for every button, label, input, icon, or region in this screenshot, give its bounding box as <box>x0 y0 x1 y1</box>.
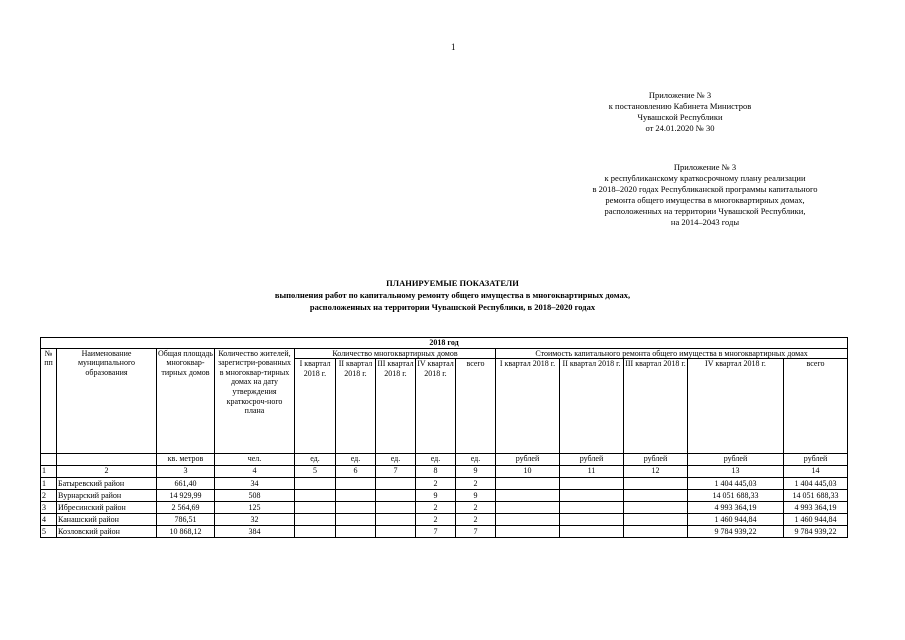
row-cost-total: 14 051 688,33 <box>784 490 848 502</box>
row-name: Ибресинский район <box>57 502 157 514</box>
col-header-cost-q1: I квартал 2018 г. <box>496 359 560 454</box>
row-q2 <box>336 526 376 538</box>
row-cost-q1 <box>496 478 560 490</box>
appendix-line: Чувашской Республики <box>637 112 723 122</box>
row-area: 786,51 <box>157 514 215 526</box>
column-number: 10 <box>496 466 560 478</box>
row-name: Вурнарский район <box>57 490 157 502</box>
col-header-q3: III квартал 2018 г. <box>376 359 416 454</box>
row-q1 <box>295 490 336 502</box>
row-q3 <box>376 478 416 490</box>
col-header-q4: IV квартал 2018 г. <box>416 359 456 454</box>
units-cell <box>57 454 157 466</box>
appendix-plan <box>555 162 855 228</box>
row-cost-q4: 14 051 688,33 <box>688 490 784 502</box>
appendix-line: к постановлению Кабинета Министров <box>608 101 752 111</box>
row-cost-q3 <box>624 502 688 514</box>
appendix-line: ремонта общего имущества в многоквартирных домах, <box>605 195 805 205</box>
row-cost-q1 <box>496 526 560 538</box>
row-q4: 2 <box>416 514 456 526</box>
row-name: Батыревский район <box>57 478 157 490</box>
row-cost-q3 <box>624 526 688 538</box>
col-header-cost-q3: III квартал 2018 г. <box>624 359 688 454</box>
col-header-count: Количество многоквартирных домов <box>295 348 496 359</box>
row-name: Козловский район <box>57 526 157 538</box>
row-no: 4 <box>41 514 57 526</box>
row-cost-q3 <box>624 490 688 502</box>
appendix-line: к республиканскому краткосрочному плану реализации <box>604 173 806 183</box>
row-area: 661,40 <box>157 478 215 490</box>
row-q2 <box>336 514 376 526</box>
row-q1 <box>295 478 336 490</box>
column-number: 1 <box>41 466 57 478</box>
column-number: 13 <box>688 466 784 478</box>
units-cell: рублей <box>496 454 560 466</box>
row-q2 <box>336 490 376 502</box>
row-total: 2 <box>456 514 496 526</box>
row-q3 <box>376 502 416 514</box>
appendix-line: на 2014–2043 годы <box>670 217 740 227</box>
units-cell: рублей <box>784 454 848 466</box>
row-cost-q2 <box>560 478 624 490</box>
col-header-cost: Стоимость капитального ремонта общего имущества в многоквартирных домах <box>496 348 848 359</box>
row-cost-total: 1 460 944,84 <box>784 514 848 526</box>
row-cost-q4: 1 460 944,84 <box>688 514 784 526</box>
units-cell: ед. <box>336 454 376 466</box>
table-row <box>41 514 848 526</box>
row-total: 2 <box>456 502 496 514</box>
units-cell: ед. <box>456 454 496 466</box>
row-q2 <box>336 478 376 490</box>
row-residents: 125 <box>215 502 295 514</box>
column-number: 12 <box>624 466 688 478</box>
row-no: 2 <box>41 490 57 502</box>
row-cost-q3 <box>624 478 688 490</box>
units-cell: кв. метров <box>157 454 215 466</box>
row-cost-total: 1 404 445,03 <box>784 478 848 490</box>
row-cost-q2 <box>560 526 624 538</box>
column-number: 9 <box>456 466 496 478</box>
row-total: 2 <box>456 478 496 490</box>
appendix-line: в 2018–2020 годах Республиканской программы капитального <box>592 184 818 194</box>
col-header-cost-q2: II квартал 2018 г. <box>560 359 624 454</box>
column-number: 8 <box>416 466 456 478</box>
row-q4: 2 <box>416 478 456 490</box>
col-header-name: Наименование муниципального образования <box>57 348 157 454</box>
row-residents: 384 <box>215 526 295 538</box>
column-number: 14 <box>784 466 848 478</box>
row-cost-q4: 9 784 939,22 <box>688 526 784 538</box>
row-cost-q2 <box>560 490 624 502</box>
units-cell: рублей <box>560 454 624 466</box>
row-q4: 9 <box>416 490 456 502</box>
row-no: 3 <box>41 502 57 514</box>
row-q3 <box>376 526 416 538</box>
row-no: 1 <box>41 478 57 490</box>
col-header-cost-q4: IV квартал 2018 г. <box>688 359 784 454</box>
column-number: 2 <box>57 466 157 478</box>
document-subtitle: расположенных на территории Чувашской Республики, в 2018–2020 годах <box>309 302 596 312</box>
row-q1 <box>295 502 336 514</box>
row-q3 <box>376 514 416 526</box>
col-header-residents: Количество жителей, зарегистри-рованных в многоквар-тирных домах на дату утверждения краткосроч-ного плана <box>215 348 295 454</box>
row-cost-q1 <box>496 514 560 526</box>
row-cost-total: 9 784 939,22 <box>784 526 848 538</box>
table-row <box>41 526 848 538</box>
row-q1 <box>295 526 336 538</box>
col-header-total: всего <box>456 359 496 454</box>
column-number: 4 <box>215 466 295 478</box>
units-cell: рублей <box>624 454 688 466</box>
column-number: 3 <box>157 466 215 478</box>
units-cell: рублей <box>688 454 784 466</box>
row-q4: 2 <box>416 502 456 514</box>
row-name: Канашский район <box>57 514 157 526</box>
row-residents: 34 <box>215 478 295 490</box>
col-header-q1: I квартал 2018 г. <box>295 359 336 454</box>
document-title: ПЛАНИРУЕМЫЕ ПОКАЗАТЕЛИ <box>386 278 519 288</box>
row-q1 <box>295 514 336 526</box>
row-no: 5 <box>41 526 57 538</box>
row-total: 9 <box>456 490 496 502</box>
table-row <box>41 478 848 490</box>
row-cost-q1 <box>496 502 560 514</box>
col-header-q2: II квартал 2018 г. <box>336 359 376 454</box>
row-q2 <box>336 502 376 514</box>
units-cell: ед. <box>295 454 336 466</box>
row-cost-q4: 4 993 364,19 <box>688 502 784 514</box>
appendix-line: от 24.01.2020 № 30 <box>645 123 715 133</box>
units-cell: чел. <box>215 454 295 466</box>
row-cost-q1 <box>496 490 560 502</box>
row-cost-total: 4 993 364,19 <box>784 502 848 514</box>
row-residents: 508 <box>215 490 295 502</box>
column-number: 7 <box>376 466 416 478</box>
table-row <box>41 490 848 502</box>
appendix-line: Приложение № 3 <box>673 162 737 172</box>
table-row <box>41 502 848 514</box>
appendix-line: Приложение № 3 <box>648 90 712 100</box>
row-q4: 7 <box>416 526 456 538</box>
column-number: 5 <box>295 466 336 478</box>
row-residents: 32 <box>215 514 295 526</box>
units-cell: ед. <box>416 454 456 466</box>
page-number: 1 <box>451 42 456 52</box>
row-cost-q2 <box>560 502 624 514</box>
units-cell <box>41 454 57 466</box>
year-header: 2018 год <box>41 338 848 349</box>
column-number: 11 <box>560 466 624 478</box>
appendix-line: расположенных на территории Чувашской Республики, <box>604 206 806 216</box>
row-cost-q3 <box>624 514 688 526</box>
col-header-cost-total: всего <box>784 359 848 454</box>
row-area: 10 868,12 <box>157 526 215 538</box>
row-area: 2 564,69 <box>157 502 215 514</box>
indicators-table <box>40 337 848 538</box>
units-cell: ед. <box>376 454 416 466</box>
row-area: 14 929,99 <box>157 490 215 502</box>
col-header-area: Общая площадь многоквар-тирных домов <box>157 348 215 454</box>
row-q3 <box>376 490 416 502</box>
column-number: 6 <box>336 466 376 478</box>
document-subtitle: выполнения работ по капитальному ремонту общего имущества в многоквартирных домах, <box>274 290 631 300</box>
col-header-no: № пп <box>41 348 57 454</box>
row-cost-q2 <box>560 514 624 526</box>
appendix-cabinet <box>560 90 800 134</box>
row-cost-q4: 1 404 445,03 <box>688 478 784 490</box>
row-total: 7 <box>456 526 496 538</box>
